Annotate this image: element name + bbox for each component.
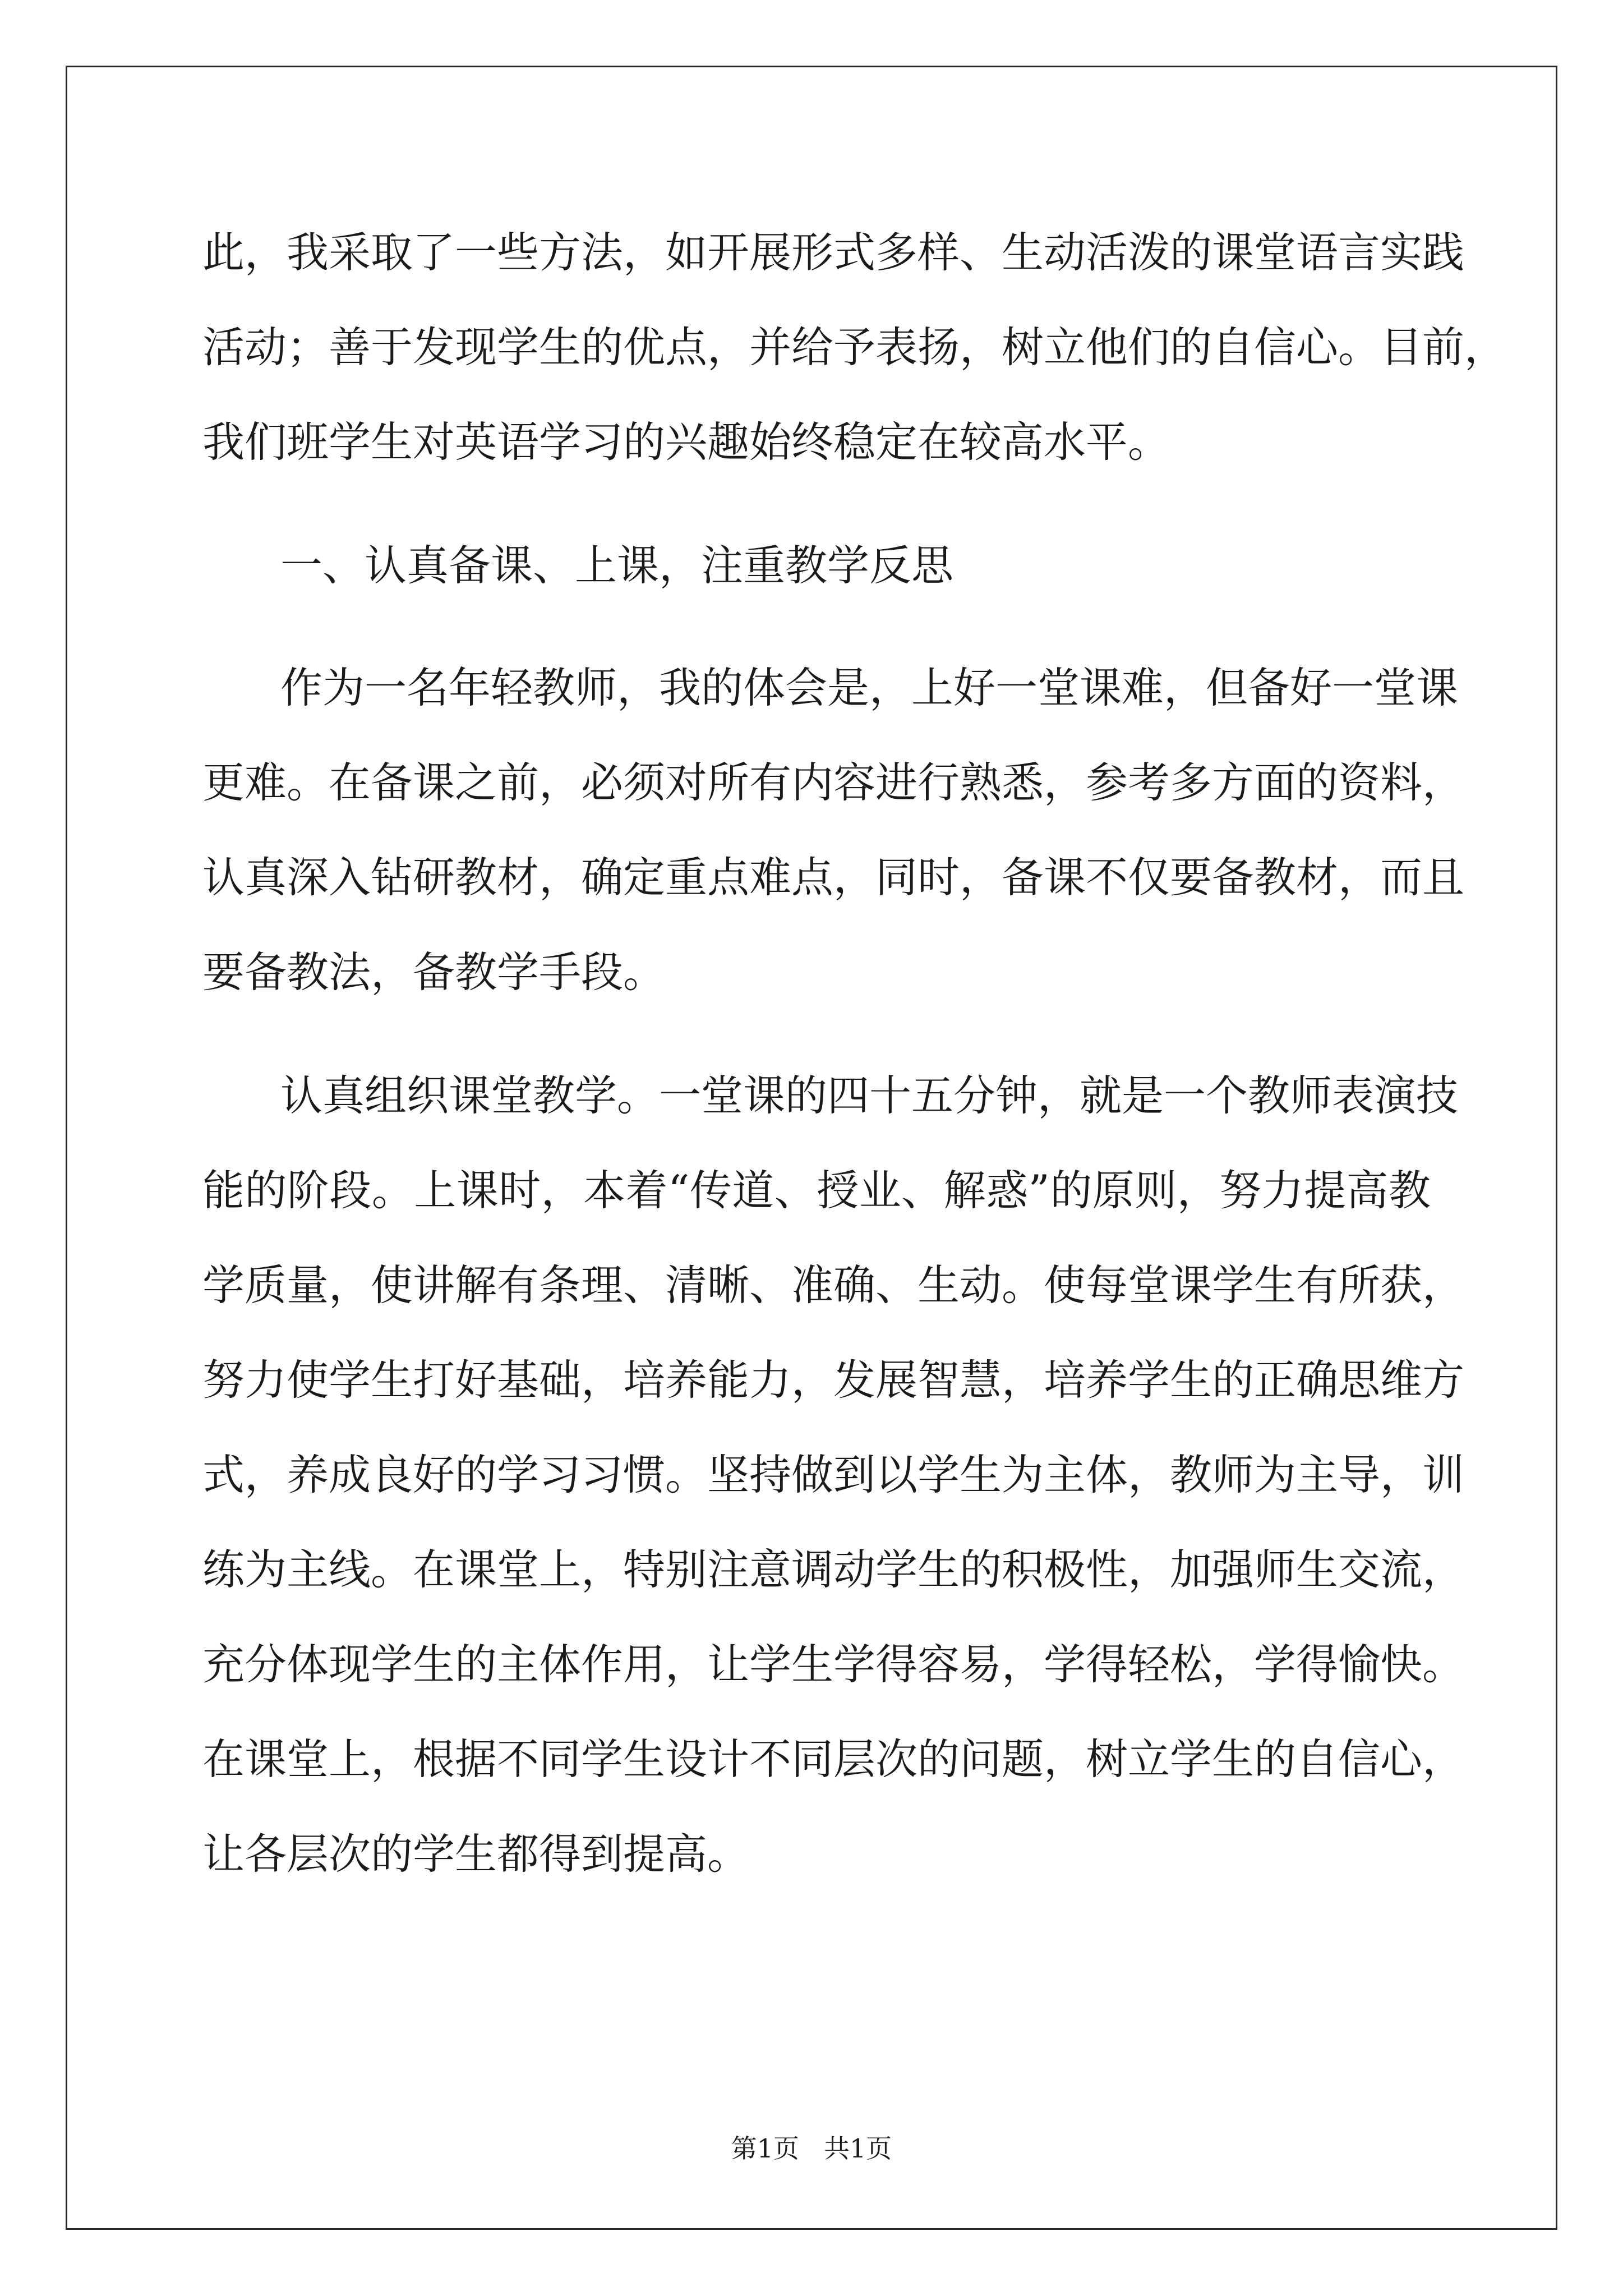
text-line: 练为主线。在课堂上，特别注意调动学生的积极性，加强师生交流， <box>202 1545 1465 1594</box>
text-line: 此，我采取了一些方法，如开展形式多样、生动活泼的课堂语言实践 <box>202 228 1465 277</box>
text-line: 我们班学生对英语学习的兴趣始终稳定在较高水平。 <box>202 417 1170 467</box>
page-footer <box>0 2132 1623 2165</box>
page-number: 第1页 <box>731 2133 799 2164</box>
text-line: 作为一名年轻教师，我的体会是，上好一堂课难，但备好一堂课 <box>280 663 1459 712</box>
text-line: 在课堂上，根据不同学生设计不同层次的问题，树立学生的自信心， <box>202 1734 1465 1784</box>
page-border <box>66 66 1557 2230</box>
text-line: 能的阶段。上课时，本着“传道、授业、解惑”的原则，努力提高教 <box>202 1166 1431 1215</box>
text-line: 认真深入钻研教材，确定重点难点，同时，备课不仅要备教材，而且 <box>202 853 1465 902</box>
text-line: 充分体现学生的主体作用，让学生学得容易，学得轻松，学得愉快。 <box>202 1640 1465 1689</box>
text-line: 式，养成良好的学习习惯。坚持做到以学生为主体，教师为主导，训 <box>202 1450 1465 1499</box>
text-line: 让各层次的学生都得到提高。 <box>202 1829 750 1879</box>
text-line: 要备教法，备教学手段。 <box>202 947 666 997</box>
section-heading: 一、认真备课、上课，注重教学反思 <box>280 541 954 590</box>
text-line: 努力使学生打好基础，培养能力，发展智慧，培养学生的正确思维方 <box>202 1355 1465 1405</box>
page-total: 共1页 <box>824 2133 892 2164</box>
text-line: 活动；善于发现学生的优点，并给予表扬，树立他们的自信心。目前， <box>202 323 1507 372</box>
text-line: 学质量，使讲解有条理、清晰、准确、生动。使每堂课学生有所获， <box>202 1260 1465 1310</box>
text-line: 更难。在备课之前，必须对所有内容进行熟悉，参考多方面的资料， <box>202 758 1465 807</box>
text-line: 认真组织课堂教学。一堂课的四十五分钟，就是一个教师表演技 <box>280 1071 1459 1120</box>
